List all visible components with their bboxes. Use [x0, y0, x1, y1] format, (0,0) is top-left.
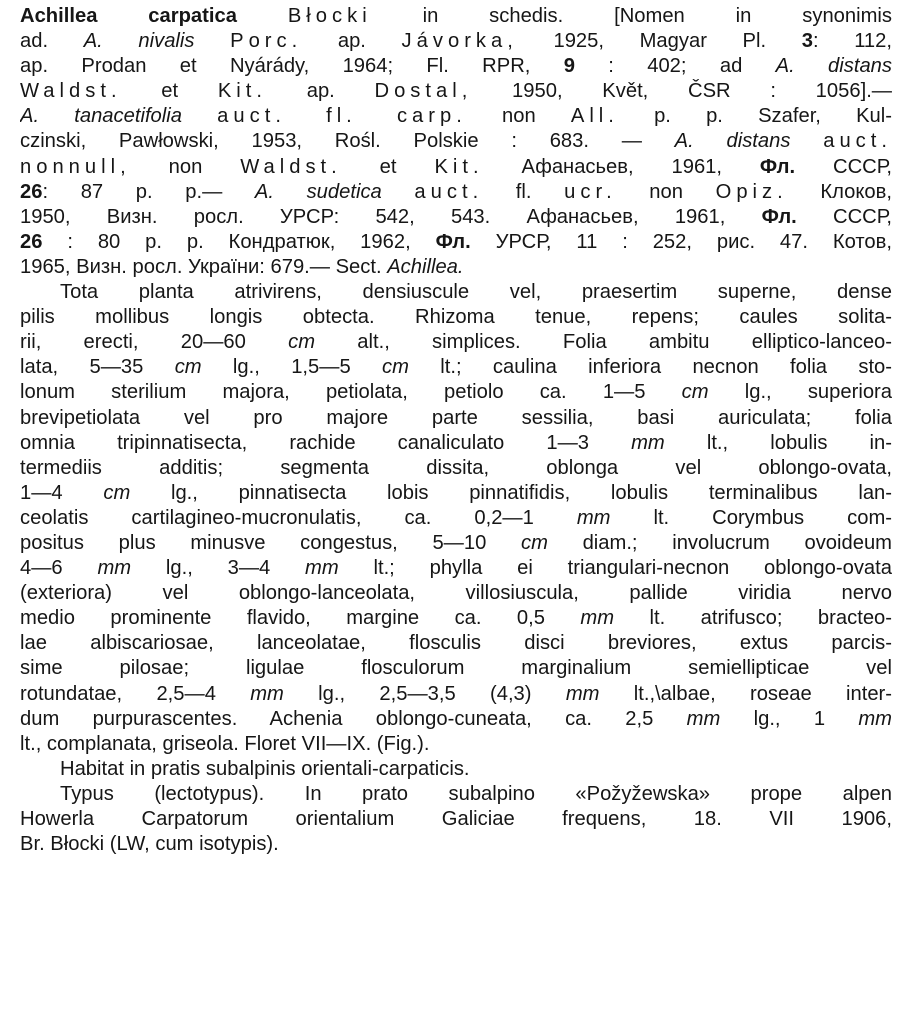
text-run: cm [382, 356, 409, 379]
text-run: Фл. [759, 155, 796, 178]
description-line [20, 380, 892, 405]
text-run: ap. Prodan et Nyárády, 1964; Fl. RPR, [20, 55, 564, 78]
synonymy-line [20, 4, 892, 29]
text-run: УРСР, 11 : 252, рис. 47. Котов, [470, 230, 892, 253]
text-run: (exteriora) vel oblongo-lanceolata, villosiuscula, pallide viridia nervo [20, 582, 892, 605]
description-line [20, 280, 892, 305]
text-run: : 80 p. p. Кондратюк, 1962, [42, 230, 436, 253]
description-line [20, 506, 892, 531]
text-run: mm [565, 682, 600, 705]
text-run: auct. fl. carp. [217, 105, 467, 128]
text-run: lt., lobulis in- [664, 431, 892, 454]
text-run: lt., complanata, griseola. Floret VII—IX. (Fig.). [20, 732, 430, 755]
text-run: Błocki [287, 5, 372, 27]
text-run: Афанасьев, 1961, [483, 155, 760, 178]
text-run: Achillea carpatica [20, 5, 237, 27]
text-run: Opiz. [715, 180, 788, 203]
synonymy-line [20, 205, 892, 230]
text-run: diam.; involucrum ovoideum [547, 531, 892, 554]
text-run: СССР, [796, 205, 892, 228]
description-line [20, 682, 892, 707]
text-run: Achillea. [387, 255, 464, 278]
text-run: A. tanacetifolia [20, 105, 182, 128]
text-run: cm [681, 381, 709, 404]
text-run: lt.; caulina inferiora necnon folia sto- [408, 356, 892, 379]
text-run: A. distans [674, 130, 791, 153]
text-run: : 112, [812, 30, 892, 53]
text-run: A. distans [775, 55, 892, 78]
text-run: lg., 3—4 [131, 557, 306, 580]
text-run: et [341, 155, 435, 178]
text-run: СССР, [795, 155, 892, 178]
text-run: p. p. Szafer, Kul- [618, 105, 892, 128]
text-run: 26 [20, 180, 43, 203]
text-run: : 87 p. p.— [42, 180, 255, 203]
text-run: sime pilosae; ligulae flosculorum marginalium semiellipticae vel [20, 657, 892, 680]
text-run: 1965, Визн. росл. України: 679.— Sect. [20, 255, 388, 278]
text-run: nonnull, [20, 155, 131, 178]
text-run: mm [686, 707, 721, 730]
description-line [20, 556, 892, 581]
text-run: Waldst. [20, 80, 122, 103]
text-run [182, 105, 217, 127]
text-run: lt.,\albae, roseae inter- [599, 682, 892, 705]
text-run: : 402; ad [574, 55, 776, 78]
text-run: Kit. [434, 155, 484, 178]
text-run: 26 [20, 230, 43, 253]
text-run: lt.; phylla ei triangulari-necnon oblongo-ovata [338, 557, 892, 580]
text-run: lg., pinnatisecta lobis pinnatifidis, lobulis terminalibus lan- [130, 481, 892, 504]
text-run: cm [288, 331, 316, 354]
text-run: mm [631, 431, 665, 454]
text-run: lg., 1 [720, 707, 859, 730]
text-run: cm [103, 481, 131, 504]
text-run: 3 [801, 30, 813, 53]
text-run: Kit. [217, 80, 267, 103]
synonymy-line [20, 104, 892, 129]
text-run: brevipetiolata vel pro majore parte sessilia, basi auriculata; folia [20, 406, 892, 429]
synonymy-line [20, 255, 892, 280]
text-run: pilis mollibus longis obtecta. Rhizoma tenue, repens; caules solita- [20, 306, 892, 329]
description-line [20, 431, 892, 456]
text-run: mm [97, 557, 132, 580]
description-line [20, 656, 892, 681]
text-run: rii, erecti, 20—60 [20, 331, 289, 354]
text-run: lg., 2,5—3,5 (4,3) [283, 682, 566, 705]
text-run: mm [305, 557, 339, 580]
synonymy-line [20, 79, 892, 104]
description-line [20, 481, 892, 506]
text-run: positus plus minusve congestus, 5—10 [20, 531, 521, 554]
text-run: Фл. [435, 230, 471, 253]
text-run: lonum sterilium majora, petiolata, petiolo ca. 1—5 [20, 381, 682, 404]
description-line [20, 531, 892, 556]
text-run: in schedis. [Nomen in synonimis [371, 5, 892, 27]
synonymy-line [20, 155, 892, 180]
description-line [20, 330, 892, 355]
text-run: alt., simplices. Folia ambitu elliptico-lanceo- [315, 331, 892, 354]
synonymy-line [20, 180, 892, 205]
text-run: lg., superiora [708, 381, 892, 404]
text-run: A. sudetica [254, 180, 382, 203]
text-run: auct. [414, 180, 484, 203]
synonymy-line [20, 230, 892, 255]
text-run: fl. [483, 180, 565, 203]
text-run: A. nivalis [83, 30, 195, 53]
text-run: ceolatis cartilagineo-mucronulatis, ca. 0,2—1 [20, 506, 577, 529]
habitat-line [20, 757, 892, 782]
text-run: Typus (lectotypus). In prato subalpino «Požyžewska» prope alpen [60, 782, 892, 805]
text-run: Br. Błocki (LW, cum isotypis). [20, 833, 279, 856]
typus-line [20, 832, 892, 857]
text-run: Tota planta atrivirens, densiuscule vel, praesertim superne, dense [60, 281, 892, 304]
text-run: Фл. [761, 205, 797, 228]
synonymy-line [20, 54, 892, 79]
text-run: czinski, Pawłowski, 1953, Rośl. Polskie : 683. — [20, 130, 675, 153]
text-run: lt. atrifusco; bracteo- [614, 607, 892, 630]
typus-line [20, 807, 892, 832]
typus-line [20, 782, 892, 807]
text-run: cm [520, 531, 548, 554]
description-paragraph [20, 280, 892, 757]
text-run: non [466, 105, 571, 128]
text-run: mm [580, 607, 615, 630]
text-run: Dostal, [374, 80, 473, 103]
description-line [20, 606, 892, 631]
text-run: termediis additis; segmenta dissita, oblonga vel oblongo-ovata, [20, 456, 892, 479]
typus-paragraph [20, 782, 892, 857]
description-line [20, 355, 892, 380]
text-run: Porc. [230, 30, 303, 53]
text-run: mm [576, 506, 611, 529]
text-run: mm [858, 707, 892, 730]
text-run: ap. [302, 30, 402, 53]
description-line [20, 631, 892, 656]
habitat-paragraph [20, 757, 892, 782]
text-run: cm [174, 356, 202, 379]
description-line [20, 305, 892, 330]
text-run: auct. [823, 130, 892, 153]
text-run: 4—6 [20, 557, 98, 580]
text-run: ap. [267, 80, 375, 103]
text-run: lg., 1,5—5 [201, 356, 382, 379]
text-run: ad. [20, 30, 84, 53]
text-run: 1—4 [20, 481, 104, 504]
synonymy-line [20, 129, 892, 154]
text-run: Клоков, [787, 180, 892, 203]
text-run: lata, 5—35 [20, 356, 175, 379]
text-run: All. [570, 105, 619, 128]
text-run: ucr. [564, 180, 617, 203]
text-run [194, 30, 230, 52]
description-line [20, 406, 892, 431]
text-run: 1950, Květ, ČSR : 1056].— [472, 80, 892, 103]
text-run: 1950, Визн. росл. УРСР: 542, 543. Афанасьев, 1961, [20, 205, 762, 228]
text-run: dum purpurascentes. Achenia oblongo-cuneata, ca. 2,5 [20, 707, 687, 730]
synonymy-line [20, 29, 892, 54]
text-run: omnia tripinnatisecta, rachide canaliculato 1—3 [20, 431, 632, 454]
description-line [20, 707, 892, 732]
text-run: Habitat in pratis subalpinis orientali-carpaticis. [60, 757, 470, 780]
text-run [790, 130, 823, 152]
text-run: 9 [563, 55, 575, 78]
text-run: 1925, Magyar Pl. [517, 30, 802, 53]
text-run [382, 181, 415, 203]
text-run: lt. Corymbus com- [610, 506, 892, 529]
text-run: et [121, 80, 218, 103]
text-run: medio prominente flavido, margine ca. 0,5 [20, 607, 581, 630]
text-run: rotundatae, 2,5—4 [20, 682, 251, 705]
text-run: Waldst. [240, 155, 342, 178]
text-run: Jávorka, [401, 30, 518, 53]
synonymy-paragraph [20, 4, 892, 280]
text-run: Howerla Carpatorum orientalium Galiciae frequens, 18. VII 1906, [20, 808, 892, 830]
text-run: non [130, 155, 241, 178]
text-run: lae albiscariosae, lanceolatae, flosculis disci breviores, extus parcis- [20, 632, 892, 655]
description-line [20, 456, 892, 481]
description-line [20, 732, 892, 757]
description-line [20, 581, 892, 606]
text-run [237, 5, 288, 27]
text-run: non [616, 180, 716, 203]
text-run: mm [250, 682, 284, 705]
